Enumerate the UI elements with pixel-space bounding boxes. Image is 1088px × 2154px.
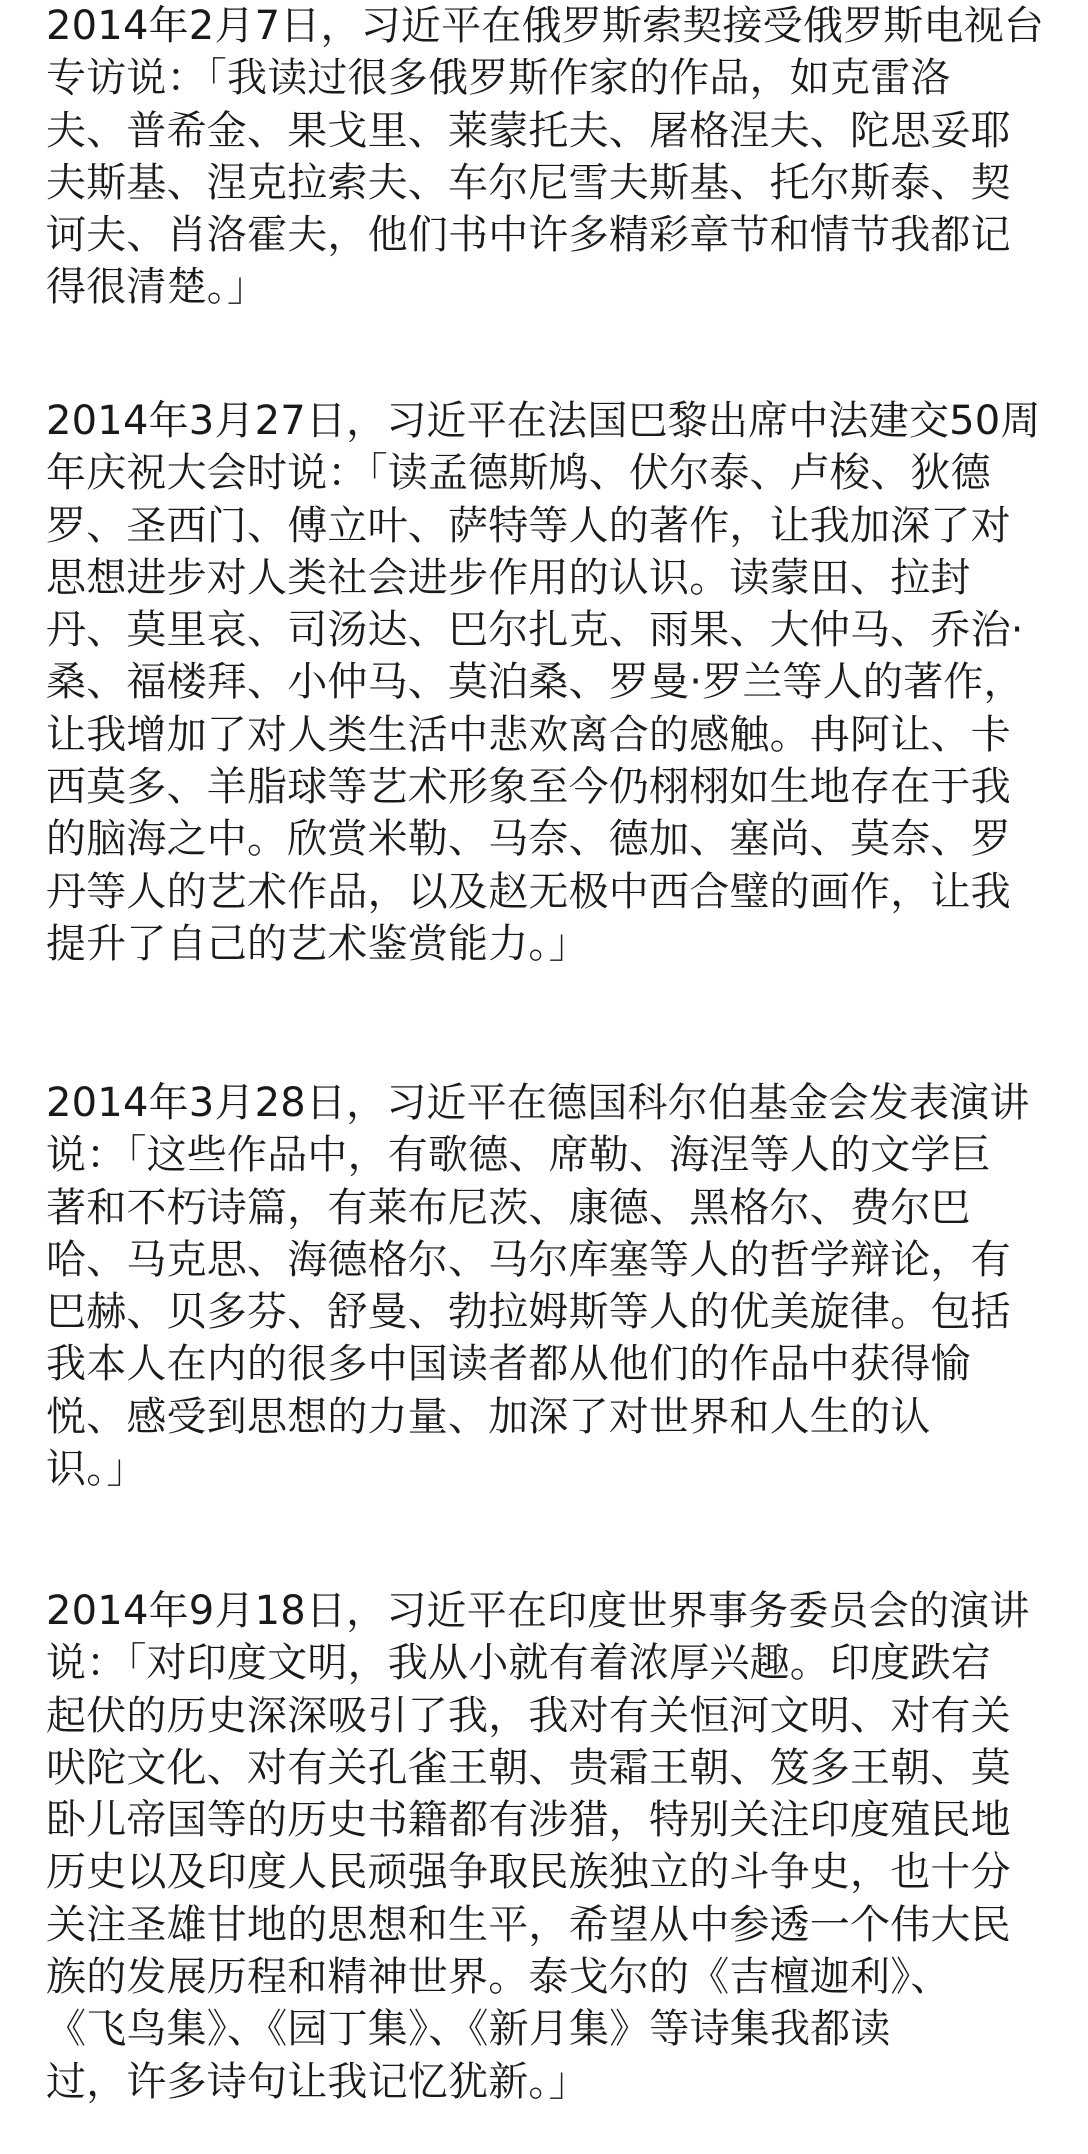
- paragraph-germany-speech: [46, 1077, 1046, 1495]
- text-line: 历史以及印度人民顽强争取民族独立的斗争史，也十分: [46, 1849, 1011, 1896]
- text-line: 2014年3月27日，习近平在法国巴黎出席中法建交50周: [46, 398, 1041, 444]
- text-line: 识。」: [46, 1446, 147, 1493]
- paragraph-russia-interview: [46, 0, 1046, 314]
- text-line: 哈、马克思、海德格尔、马尔库塞等人的哲学辩论，有: [46, 1236, 1011, 1283]
- text-line: 丹等人的艺术作品，以及赵无极中西合璧的画作，让我: [46, 868, 1011, 915]
- text-line: 著和不朽诗篇，有莱布尼茨、康德、黑格尔、费尔巴: [46, 1184, 971, 1231]
- text-line: 说：「这些作品中，有歌德、席勒、海涅等人的文学巨: [46, 1132, 991, 1179]
- text-line: 桑、福楼拜、小仲马、莫泊桑、罗曼·罗兰等人的著作，: [46, 659, 1024, 706]
- text-line: 起伏的历史深深吸引了我，我对有关恒河文明、对有关: [46, 1692, 1011, 1739]
- text-line: 夫斯基、涅克拉索夫、车尔尼雪夫斯基、托尔斯泰、契: [46, 159, 1011, 206]
- text-line: 罗、圣西门、傅立叶、萨特等人的著作，让我加深了对: [46, 502, 1011, 549]
- text-line: 悦、感受到思想的力量、加深了对世界和人生的认: [46, 1393, 931, 1440]
- text-line: 吠陀文化、对有关孔雀王朝、贵霜王朝、笈多王朝、莫: [46, 1744, 1011, 1791]
- text-line: 思想进步对人类社会进步作用的认识。读蒙田、拉封: [46, 554, 971, 601]
- text-line: 专访说：「我读过很多俄罗斯作家的作品，如克雷洛: [46, 55, 951, 102]
- text-line: 关注圣雄甘地的思想和生平，希望从中参透一个伟大民: [46, 1901, 1011, 1948]
- text-line: 提升了自己的艺术鉴赏能力。」: [46, 920, 589, 967]
- text-line: 巴赫、贝多芬、舒曼、勃拉姆斯等人的优美旋律。包括: [46, 1289, 1011, 1336]
- text-line: 夫、普希金、果戈里、莱蒙托夫、屠格涅夫、陀思妥耶: [46, 107, 1011, 154]
- text-line: 西莫多、羊脂球等艺术形象至今仍栩栩如生地存在于我: [46, 764, 1011, 811]
- text-line: 卧儿帝国等的历史书籍都有涉猎，特别关注印度殖民地: [46, 1797, 1011, 1844]
- text-line: 我本人在内的很多中国读者都从他们的作品中获得愉: [46, 1341, 971, 1388]
- text-line: 诃夫、肖洛霍夫，他们书中许多精彩章节和情节我都记: [46, 212, 1011, 259]
- text-line: 让我增加了对人类生活中悲欢离合的感触。冉阿让、卡: [46, 711, 1011, 758]
- paragraph-france-speech: [46, 395, 1046, 970]
- text-line: 年庆祝大会时说：「读孟德斯鸠、伏尔泰、卢梭、狄德: [46, 450, 991, 497]
- text-line: 《飞鸟集》、《园丁集》、《新月集》等诗集我都读: [46, 2006, 891, 2053]
- text-line: 2014年2月7日，习近平在俄罗斯索契接受俄罗斯电视台: [46, 3, 1045, 49]
- text-line: 2014年9月18日，习近平在印度世界事务委员会的演讲: [46, 1588, 1030, 1634]
- text-line: 丹、莫里哀、司汤达、巴尔扎克、雨果、大仲马、乔治·: [46, 607, 1024, 654]
- paragraph-india-speech: [46, 1585, 1046, 2108]
- text-line: 的脑海之中。欣赏米勒、马奈、德加、塞尚、莫奈、罗: [46, 816, 1011, 863]
- text-line: 得很清楚。」: [46, 264, 268, 311]
- text-line: 2014年3月28日，习近平在德国科尔伯基金会发表演讲: [46, 1080, 1030, 1126]
- text-line: 过，许多诗句让我记忆犹新。」: [46, 2058, 589, 2105]
- text-line: 族的发展历程和精神世界。泰戈尔的《吉檀迦利》、: [46, 1954, 951, 2001]
- text-line: 说：「对印度文明，我从小就有着浓厚兴趣。印度跌宕: [46, 1640, 991, 1687]
